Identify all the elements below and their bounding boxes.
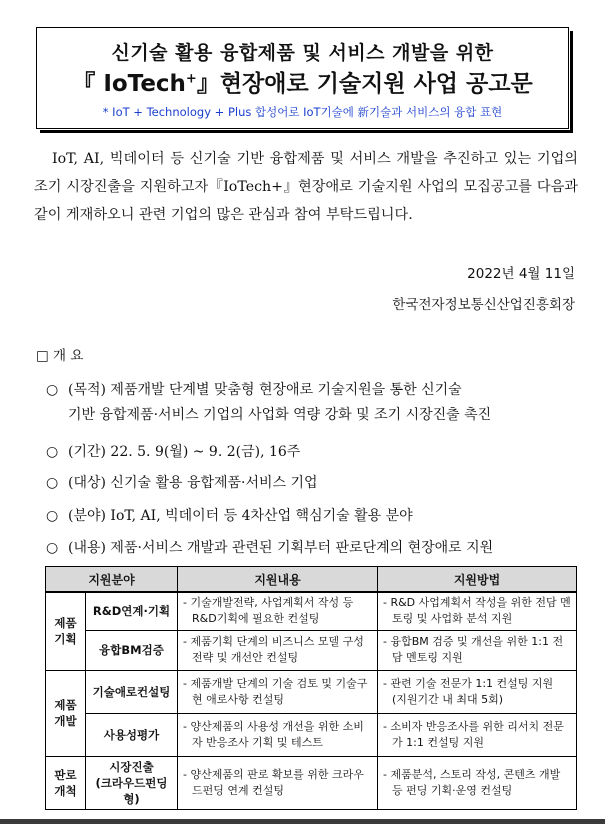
table-row bbox=[46, 630, 577, 670]
content-text: - 양산제품의 판로 확보를 위한 크라우드펀딩 연계 컨설팅 bbox=[183, 767, 364, 797]
content-cell bbox=[178, 713, 378, 756]
table-row bbox=[46, 713, 577, 756]
support-table bbox=[45, 566, 577, 810]
bullet-symbol: ○ bbox=[46, 382, 59, 398]
bullet-text: (내용) 제품·서비스 개발과 관련된 기획부터 판로단계의 현장애로 지원 bbox=[68, 540, 494, 556]
organization-name: 한국전자정보통신산업진흥회장 bbox=[392, 297, 575, 313]
category-cell bbox=[46, 756, 86, 809]
content-cell bbox=[178, 756, 378, 809]
title-sup: + bbox=[185, 71, 197, 87]
content-cell bbox=[178, 670, 378, 713]
bullet-symbol: ○ bbox=[46, 540, 59, 556]
bullet-purpose bbox=[46, 378, 491, 428]
subfield-cell bbox=[86, 756, 178, 809]
title-line-2 bbox=[37, 65, 568, 98]
table-row bbox=[46, 670, 577, 713]
bullet-target bbox=[46, 471, 318, 496]
method-cell bbox=[378, 630, 577, 670]
header-content: 지원내용 bbox=[178, 567, 378, 593]
method-cell bbox=[378, 713, 577, 756]
subfield-cell: 기술애로컨설팅 bbox=[86, 670, 178, 713]
intro-paragraph: IoT, AI, 빅데이터 등 신기술 기반 융합제품 및 서비스 개발을 추진하고 있는 기업의 조기 시장진출을 지원하고자『IoTech+』현장애로 기술지원 사업의 모집공고를 다음과 같이 게재하오니 관련 기업의 많은 관심과 참여 부탁드립니다. bbox=[34, 151, 578, 223]
title-box bbox=[36, 27, 569, 129]
bullet-text: (목적) 제품개발 단계별 맞춤형 현장애로 기술지원을 통한 신기술 bbox=[68, 382, 462, 398]
content-cell bbox=[178, 592, 378, 630]
content-text: - 제품개발 단계의 기술 검토 및 기술구현 애로사항 컨설팅 bbox=[183, 676, 368, 706]
content-cell bbox=[178, 630, 378, 670]
method-text: - 관련 기술 전문가 1:1 컨설팅 지원 (지원기간 내 최대 5회) bbox=[383, 676, 554, 706]
method-text: - 융합BM 검증 및 개선을 위한 1:1 전담 멘토링 지원 bbox=[383, 635, 564, 664]
category-label: 제품 개발 bbox=[54, 698, 77, 728]
bullet-period bbox=[46, 440, 300, 465]
category-cell bbox=[46, 670, 86, 756]
category-label: 판로 개척 bbox=[54, 767, 77, 798]
title-prefix: 『 IoTech bbox=[72, 71, 186, 97]
method-cell bbox=[378, 592, 577, 630]
bullet-symbol: ○ bbox=[46, 444, 59, 460]
header-method: 지원방법 bbox=[378, 567, 577, 593]
category-label: 제품 기획 bbox=[54, 616, 77, 647]
content-text: - 양산제품의 사용성 개선을 위한 소비자 반응조사 기획 및 테스트 bbox=[183, 719, 364, 749]
section-title: □ 개 요 bbox=[36, 348, 84, 364]
subfield-label: 시장진출 (크라우드펀딩형) bbox=[95, 759, 168, 806]
method-text: - 소비자 반응조사를 위한 리서치 전문가 1:1 컨설팅 지원 bbox=[383, 719, 564, 749]
bullet-text-cont: 기반 융합제품·서비스 기업의 사업화 역량 강화 및 조기 시장진출 촉진 bbox=[68, 407, 492, 423]
announcement-date: 2022년 4월 11일 bbox=[467, 266, 575, 282]
subfield-cell: 융합BM검증 bbox=[86, 630, 178, 670]
bullet-field bbox=[46, 504, 413, 529]
method-cell bbox=[378, 756, 577, 809]
bullet-text: (분야) IoT, AI, 빅데이터 등 4차산업 핵심기술 활용 분야 bbox=[68, 508, 413, 524]
title-line-1: 신기술 활용 융합제품 및 서비스 개발을 위한 bbox=[111, 42, 494, 64]
table-header-row bbox=[46, 567, 577, 593]
header-field: 지원분야 bbox=[46, 567, 178, 593]
bullet-text: (기간) 22. 5. 9(월) ~ 9. 2(금), 16주 bbox=[68, 444, 301, 460]
bullet-symbol: ○ bbox=[46, 475, 59, 491]
bullet-symbol: ○ bbox=[46, 508, 59, 524]
title-note: * IoT + Technology + Plus 합성어로 IoT기술에 新기술과 서비스의 융합 표현 bbox=[102, 105, 503, 119]
table-row bbox=[46, 592, 577, 630]
method-text: - R&D 사업계획서 작성을 위한 전담 멘토링 및 사업화 분석 지원 bbox=[383, 596, 571, 626]
subfield-cell: 사용성평가 bbox=[86, 713, 178, 756]
bottom-edge-bar bbox=[0, 819, 605, 824]
bullet-text: (대상) 신기술 활용 융합제품·서비스 기업 bbox=[68, 475, 318, 491]
method-text: - 제품분석, 스토리 작성, 콘텐츠 개발 등 펀딩 기획·운영 컨설팅 bbox=[383, 767, 561, 797]
title-suffix: 』현장애로 기술지원 사업 공고문 bbox=[196, 71, 533, 97]
table-row bbox=[46, 756, 577, 809]
method-cell bbox=[378, 670, 577, 713]
category-cell bbox=[46, 592, 86, 670]
bullet-content bbox=[46, 536, 493, 561]
subfield-cell: R&D연계·기획 bbox=[86, 592, 178, 630]
content-text: - 기술개발전략, 사업계획서 작성 등 R&D기획에 필요한 컨설팅 bbox=[183, 596, 354, 626]
content-text: - 제품기획 단계의 비즈니스 모델 구성전략 및 개선안 컨설팅 bbox=[183, 635, 364, 664]
